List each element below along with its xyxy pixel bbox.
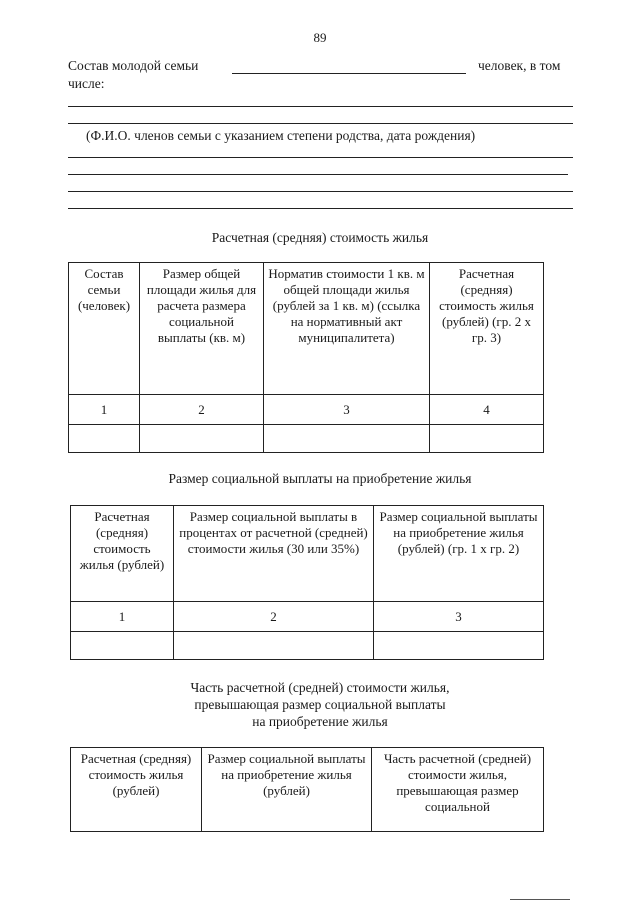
- family-suffix: человек, в том: [478, 58, 561, 73]
- table2: [70, 505, 544, 660]
- table2-header-cell: Размер социальной выплаты на приобретение жилья (рублей) (гр. 1 х гр. 2): [374, 506, 544, 602]
- family-label: Состав молодой семьи: [68, 58, 199, 73]
- table3: [70, 747, 544, 832]
- table3-header-cell: Размер социальной выплаты на приобретение жилья (рублей): [202, 748, 372, 832]
- table1-header-cell: Размер общей площади жилья для расчета размера социальной выплаты (кв. м): [140, 263, 264, 395]
- footer-mark: [510, 899, 570, 900]
- table1-col-number: 1: [69, 395, 140, 425]
- fill-line: [68, 123, 573, 124]
- fill-line: [68, 191, 573, 192]
- table2-title: Размер социальной выплаты на приобретение жилья: [168, 471, 472, 486]
- table2-header-cell: Расчетная (средняя) стоимость жилья (рублей): [71, 506, 174, 602]
- page-number: 89: [313, 30, 327, 45]
- fill-line: [68, 157, 573, 158]
- table2-empty-cell: [71, 632, 174, 660]
- table2-empty-cell: [174, 632, 374, 660]
- table2-col-number: 2: [174, 602, 374, 632]
- fill-line: [68, 106, 573, 107]
- table3-title-line: на приобретение жилья: [252, 714, 388, 729]
- table1-empty-cell: [264, 425, 430, 453]
- table1: [68, 262, 544, 453]
- table1-header-cell: Норматив стоимости 1 кв. м общей площади жилья (рублей за 1 кв. м) (ссылка на нормативный акт муниципалитета): [264, 263, 430, 395]
- family-suffix-cont: числе:: [68, 76, 105, 91]
- table1-col-number: 2: [140, 395, 264, 425]
- table3-header-cell: Часть расчетной (средней) стоимости жилья, превышающая размер социальной: [372, 748, 544, 832]
- table3-header-cell: Расчетная (средняя) стоимость жилья (рублей): [71, 748, 202, 832]
- table1-empty-cell: [430, 425, 544, 453]
- table1-header-cell: Состав семьи (человек): [69, 263, 140, 395]
- family-count-blank: [232, 73, 466, 74]
- fio-caption: (Ф.И.О. членов семьи с указанием степени родства, дата рождения): [86, 128, 476, 143]
- table3-title-line: Часть расчетной (средней) стоимости жилья,: [190, 680, 450, 695]
- fill-line: [68, 174, 568, 175]
- table1-empty-cell: [140, 425, 264, 453]
- fill-line: [68, 208, 573, 209]
- table3-title-line: превышающая размер социальной выплаты: [194, 697, 446, 712]
- table1-col-number: 3: [264, 395, 430, 425]
- table2-header-cell: Размер социальной выплаты в процентах от расчетной (средней) стоимости жилья (30 или 35%): [174, 506, 374, 602]
- table1-header-cell: Расчетная (средняя) стоимость жилья (рублей) (гр. 2 х гр. 3): [430, 263, 544, 395]
- table1-col-number: 4: [430, 395, 544, 425]
- table2-col-number: 3: [374, 602, 544, 632]
- table2-empty-cell: [374, 632, 544, 660]
- table1-empty-cell: [69, 425, 140, 453]
- table1-title: Расчетная (средняя) стоимость жилья: [211, 230, 429, 245]
- table2-col-number: 1: [71, 602, 174, 632]
